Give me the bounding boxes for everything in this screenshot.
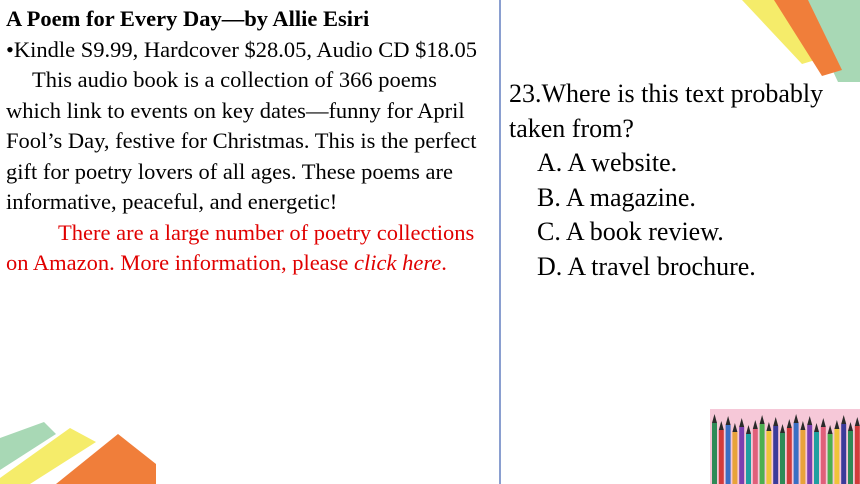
question-block <box>509 77 849 284</box>
passage-prices: •Kindle S9.99, Hardcover $28.05, Audio CD $18.05 <box>6 36 477 62</box>
option-a: A. A website. <box>537 148 678 177</box>
pencil <box>828 434 833 484</box>
pencil <box>841 424 846 484</box>
passage-title: A Poem for Every Day—by Allie Esiri <box>6 6 370 31</box>
option-d: D. A travel brochure. <box>537 251 756 281</box>
pencil <box>753 429 758 484</box>
pencil <box>732 432 737 484</box>
option-c: C. A book review. <box>537 217 724 246</box>
pencil <box>794 423 799 484</box>
pencil <box>807 425 812 484</box>
pencil <box>773 426 778 484</box>
pencil <box>726 425 731 484</box>
answer-options <box>509 146 849 284</box>
pencil <box>821 427 826 484</box>
pencil <box>834 429 839 484</box>
top-right-decoration <box>730 0 860 82</box>
pencil <box>855 426 860 484</box>
pencil <box>760 424 765 484</box>
pencil <box>766 431 771 484</box>
bottom-left-decoration <box>0 420 160 484</box>
pencil <box>719 430 724 484</box>
colored-pencils-image <box>710 409 860 484</box>
pencil <box>780 433 785 484</box>
promo-text: There are a large number of poetry collections on Amazon. More information, please <box>6 219 475 275</box>
pencil <box>848 431 853 484</box>
pencil <box>746 434 751 484</box>
pencil <box>800 430 805 484</box>
passage-body: This audio book is a collection of 366 poems which link to events on key dates—funny for April Fool’s Day, festive for Christmas. This is the perfect gift for poetry lovers of all ages. These poems are informative, peaceful, and energetic! <box>6 67 477 214</box>
click-here-link[interactable]: click here <box>354 250 442 275</box>
promo-end: . <box>441 250 447 275</box>
passage <box>6 4 494 279</box>
column-divider <box>499 0 501 484</box>
pencil <box>814 432 819 484</box>
question-text: 23.Where is this text probably taken from? <box>509 79 824 143</box>
pencil <box>787 428 792 484</box>
promo-paragraph <box>6 218 494 279</box>
option-b: B. A magazine. <box>537 182 696 212</box>
pencil <box>739 427 744 484</box>
pencil <box>712 423 717 484</box>
